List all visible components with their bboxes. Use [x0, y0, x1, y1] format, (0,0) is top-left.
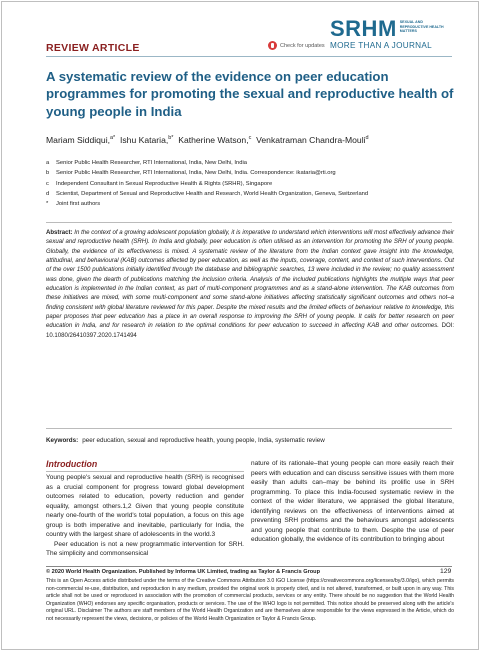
- author-name[interactable]: Ishu Kataria,: [119, 135, 169, 145]
- journal-logo[interactable]: [330, 18, 450, 50]
- journal-logo-text: SRHM: [330, 16, 397, 41]
- author-list: [46, 135, 369, 145]
- affiliation-item: [46, 179, 456, 189]
- abstract-divider-top: [46, 222, 452, 223]
- affiliation-key: a: [46, 160, 50, 166]
- article-title: A systematic review of the evidence on peer education programmes for promoting the sexual and reproductive health of young people in India: [46, 69, 454, 119]
- keywords-text: peer education, sexual and reproductive health, young people, India, systematic review: [82, 437, 325, 444]
- affiliation-key: b: [46, 170, 50, 177]
- abstract-label: Abstract:: [46, 230, 73, 236]
- author-affil-marker: c: [248, 135, 252, 142]
- affiliation-item: [46, 199, 456, 209]
- body-paragraph: Young people's sexual and reproductive health (SRH) is recognised as a crucial component for progress toward global development outcomes related to education, poverty reduction and gender equality, amongst others.1,2 Given that young people constitute nearly one-fourth of the world's total population, a focus on this age group is both imperative and inevitable, particularly for India, the country with the largest share of adolescents in the world.3: [46, 474, 244, 539]
- introduction-divider: [46, 471, 244, 472]
- page-number: 129: [440, 568, 452, 575]
- affiliation-item: [46, 158, 456, 168]
- body-column-left: [46, 473, 244, 559]
- copyright-notice: © 2020 World Health Organization. Published by Informa UK Limited, trading as Taylor & Francis Group: [46, 569, 321, 575]
- check-updates-button[interactable]: [268, 41, 325, 50]
- author-name[interactable]: Venkatraman Chandra-Mouli: [256, 135, 366, 145]
- affiliation-text: Senior Public Health Researcher, RTI International, India, New Delhi, India. Correspondence: ikataria@rti.org: [56, 170, 336, 177]
- body-paragraph: nature of its rationale–that young people can more easily reach their peers with education and can discuss sensitive issues with them more easily than adults can–may be behind its prolific use in SRH programming. To place this India-focused systematic review in the context of the wider literature, we appraised the global literature, identifying reviews on the effectiveness of interventions aimed at preventing SRH problems and the behaviours amongst adolescents and young people that contribute to them. Despite the use of peer education globally, the evidence of its contribution to bringing about: [251, 460, 454, 544]
- license-notice: This is an Open Access article distributed under the terms of the Creative Commons Attribution 3.0 IGO License (https://creativecommons.org/licenses/by/3.0/igo), which permits non-commercial re-use, distribution, and reproduction in any medium, provided the original work is properly cited, and is not altered, transformed, or built upon in any way. This article shall not be used or reproduced in association with the promotion of commercial products, services or any entity. There should be no suggestion that the World Health Organization (WHO) endorses any specific organisation, products or services. The use of the WHO logo is not permitted. This notice should be preserved along with the article's original URL. Disclaimer The authors are staff members of the World Health Organization and are themselves alone responsible for the views expressed in the Article, which do not necessarily represent the views, decisions, or policies of the World Health Organization or Taylor & Francis Group.: [46, 578, 454, 622]
- header-divider: [46, 56, 452, 57]
- affiliation-item: [46, 168, 456, 178]
- body-paragraph: Peer education is not a new programmatic intervention for SRH. The simplicity and commonsensical: [46, 540, 244, 558]
- introduction-heading: Introduction: [46, 459, 98, 469]
- journal-tagline: MORE THAN A JOURNAL: [330, 41, 432, 50]
- bookmark-icon: [268, 41, 277, 50]
- keywords: [46, 437, 325, 444]
- affiliations: [46, 158, 456, 209]
- affiliation-text: Senior Public Health Researcher, RTI International, India, New Delhi, India: [56, 160, 247, 166]
- abstract-divider-bottom: [46, 428, 452, 429]
- author-affil-marker: d: [365, 135, 369, 142]
- affiliation-key: c: [46, 180, 49, 187]
- affiliation-item: [46, 189, 456, 199]
- author-affil-marker: b*: [168, 135, 174, 142]
- affiliation-text: Independent Consultant in Sexual Reproductive Health & Rights (SRHR), Singapore: [56, 180, 273, 187]
- journal-logo-subtitle: SEXUAL AND REPRODUCTIVE HEALTH MATTERS: [399, 20, 444, 34]
- keywords-label: Keywords:: [46, 437, 79, 444]
- body-column-right: [251, 459, 454, 545]
- abstract-text: In the context of a growing adolescent population globally, it is imperative to understand which interventions will most effectively advance their sexual and reproductive health (SRH). In India and globally, peer education is often utilised as an intervention for promoting the SRH of young people. Globally, the evidence of its effectiveness is mixed. A systematic review of the literature from the Indian context gave insight into the knowledge, attitudinal, and behavioural (KAB) outcomes affected by peer education, as well as the inputs, coverage, content, and context of such interventions. Out of the over 1500 publications initially identified through the database and bibliographic searches, 13 were included in the review; no quality assessment was done, given the dearth of publications matching the inclusion criteria. Analysis of the included publications highlights the multiple ways that peer education is implemented in the Indian context, as part of multi-component programmes and as a stand-alone intervention. The KAB outcomes from these initiatives are mixed, with some multi-component and some stand-alone initiatives affecting statistically significant outcomes and others not–a finding consistent with global literature reviewed for this paper. Despite the mixed results and the limited effects of behaviour relative to knowledge, this paper proposes that peer education has a place in an overall response to improving the SRH of young people. It calls for better research on peer education in India, and for research in relation to the optimal conditions for peer education to succeed in affecting KAB and other outcomes.: [46, 230, 454, 330]
- article-type: REVIEW ARTICLE: [46, 42, 140, 54]
- abstract: [46, 229, 454, 341]
- check-updates-label: Check for updates: [280, 42, 325, 49]
- affiliation-text: Scientist, Department of Sexual and Reproductive Health and Research, World Health Organization, Geneva, Switzerland: [56, 190, 369, 197]
- affiliation-key: d: [46, 190, 50, 197]
- footer-divider: [46, 566, 452, 567]
- author-name[interactable]: Katherine Watson,: [178, 135, 249, 145]
- author-name[interactable]: Mariam Siddiqui,: [46, 135, 110, 145]
- affiliation-key: *: [46, 201, 49, 208]
- abstract-doi[interactable]: DOI: 10.1080/26410397.2020.1741494: [46, 323, 455, 339]
- author-affil-marker: a*: [110, 135, 116, 142]
- affiliation-text: Joint first authors: [56, 201, 101, 208]
